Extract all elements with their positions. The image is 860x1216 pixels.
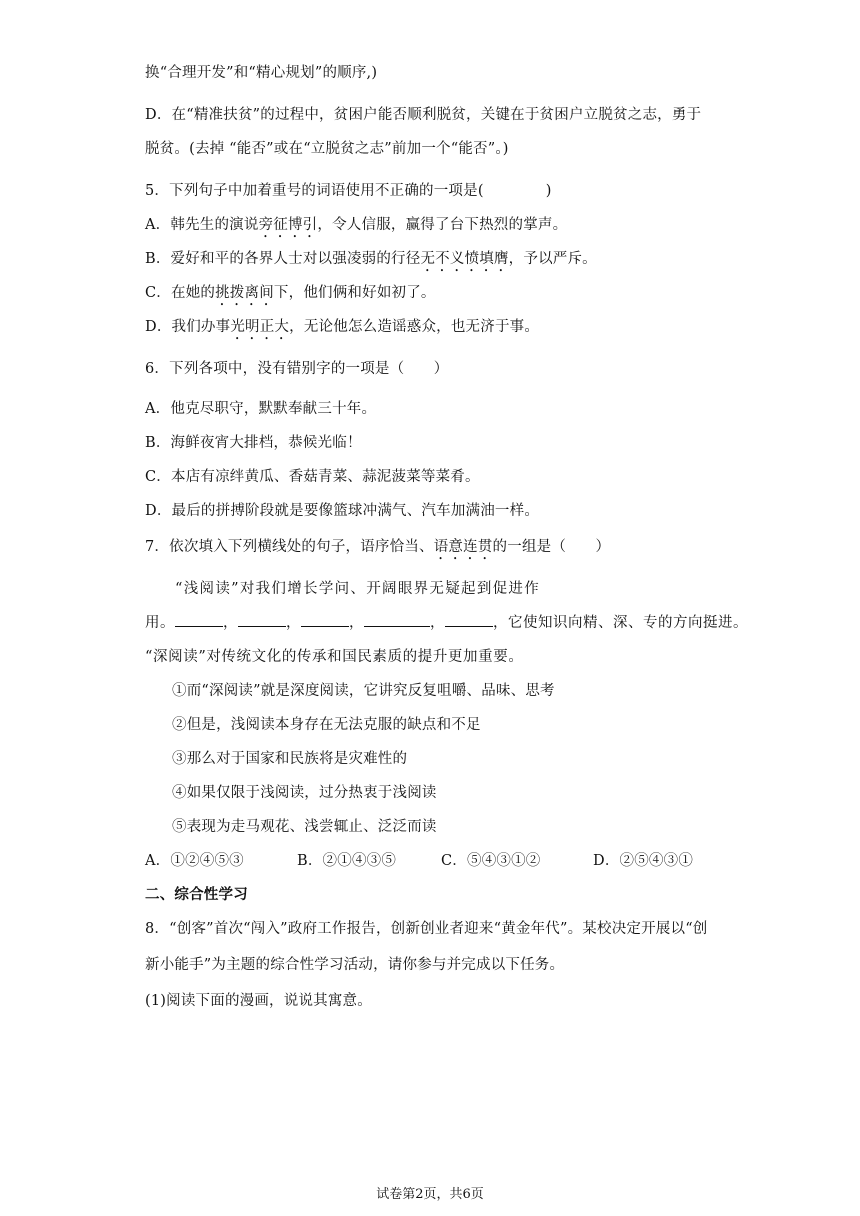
q6-option-c: C．本店有凉绊黄瓜、香菇青菜、蒜泥菠菜等菜肴。 xyxy=(145,469,480,485)
q5-c-pre: C．在她的 xyxy=(145,285,216,301)
q7-choice-a: A．①②④⑤③ xyxy=(145,853,244,869)
q7-stem-pre: 7．依次填入下列横线处的句子，语序恰当、 xyxy=(145,539,434,555)
q7-sep-2: ， xyxy=(286,615,301,631)
q5-c-post: 下，他们俩和好如初了。 xyxy=(273,285,436,301)
q6-option-a: A．他克尽职守，默默奉献三十年。 xyxy=(145,401,377,417)
q5-option-d xyxy=(145,316,539,343)
q7-choice-d: D．②⑤④③① xyxy=(593,853,694,869)
q7-passage-start: 用。 xyxy=(145,615,175,631)
q7-sentence-2: ②但是，浅阅读本身存在无法克服的缺点和不足 xyxy=(172,717,481,733)
q7-sentence-3: ③那么对于国家和民族将是灾难性的 xyxy=(172,751,408,767)
q7-sep-1: ， xyxy=(223,615,238,631)
q5-a-pre: A．韩先生的演说 xyxy=(145,217,259,233)
page-footer: 试卷第2页，共6页 xyxy=(376,1187,484,1202)
q7-passage-line3: “深阅读”对传统文化的传承和国民素质的提升更加重要。 xyxy=(145,649,524,665)
q8-stem-line2: 新小能手”为主题的综合性学习活动，请你参与并完成以下任务。 xyxy=(145,957,565,973)
q5-a-post: ，令人信服，赢得了台下热烈的掌声。 xyxy=(317,217,568,233)
q7-stem-emphasis: 语意连贯 xyxy=(433,539,493,555)
q5-d-pre: D．我们办事 xyxy=(145,319,231,335)
q5-option-c xyxy=(145,282,436,309)
q5-stem-paren: ) xyxy=(545,183,552,199)
q5-stem xyxy=(145,180,552,202)
q7-sep-4: ， xyxy=(430,615,445,631)
q7-stem xyxy=(145,536,610,563)
q8-sub-1: (1)阅读下面的漫画，说说其寓意。 xyxy=(145,993,372,1009)
q4-option-c-tail: 换“合理开发”和“精心规划”的顺序,) xyxy=(145,65,378,81)
q5-option-b xyxy=(145,248,597,275)
q8-stem-line1: 8．“创客”首次“闯入”政府工作报告，创新创业者迎来“黄金年代”。某校决定开展以“创 xyxy=(145,921,708,937)
q7-choice-b: B．②①④③⑤ xyxy=(297,853,397,869)
q7-choice-c: C．⑤④③①② xyxy=(441,853,541,869)
q7-passage-line2 xyxy=(145,612,748,634)
q7-blank-3[interactable] xyxy=(301,612,349,627)
q6-option-b: B．海鲜夜宵大排档，恭候光临！ xyxy=(145,435,362,451)
q6-option-d: D．最后的拼搏阶段就是要像篮球冲满气、汽车加满油一样。 xyxy=(145,503,540,519)
q5-c-emphasis: 挑拨离间 xyxy=(215,285,274,301)
q7-blank-4[interactable] xyxy=(364,612,430,627)
q4-option-d-tail: 脱贫。(去掉 “能否”或在“立脱贫之志”前加一个“能否”。) xyxy=(145,141,509,157)
q7-sep-3: ， xyxy=(349,615,364,631)
q7-passage-end: ，它使知识向精、深、专的方向挺进。 xyxy=(493,615,748,631)
q5-b-post: ，予以严斥。 xyxy=(508,251,597,267)
q7-sentence-5: ⑤表现为走马观花、浅尝辄止、泛泛而读 xyxy=(172,819,437,835)
q7-blank-2[interactable] xyxy=(238,612,286,627)
q7-blank-1[interactable] xyxy=(175,612,223,627)
q5-b-pre: B．爱好和平的各界人士对以强凌弱的行径 xyxy=(145,251,421,267)
q7-passage-line1: “浅阅读”对我们增长学问、开阔眼界无疑起到促进作 xyxy=(175,581,541,597)
section-2-title: 二、综合性学习 xyxy=(145,887,248,903)
q5-option-a xyxy=(145,214,567,241)
q7-stem-post: 的一组是（ ） xyxy=(492,539,611,555)
q5-b-emphasis: 无不义愤填膺 xyxy=(420,251,509,267)
q5-d-post: ，无论他怎么造谣惑众，也无济于事。 xyxy=(289,319,540,335)
q7-blank-5[interactable] xyxy=(445,612,493,627)
q7-sentence-1: ①而“深阅读”就是深度阅读，它讲究反复咀嚼、品味、思考 xyxy=(172,683,555,699)
q5-d-emphasis: 光明正大 xyxy=(230,319,290,335)
q6-stem: 6．下列各项中，没有错别字的一项是（ ） xyxy=(145,361,449,377)
q5-a-emphasis: 旁征博引 xyxy=(258,217,318,233)
q4-option-d: D．在“精准扶贫”的过程中，贫困户能否顺利脱贫，关键在于贫困户立脱贫之志，勇于 xyxy=(145,107,702,123)
q5-stem-text: 5．下列句子中加着重号的词语使用不正确的一项是( xyxy=(145,183,484,199)
q7-sentence-4: ④如果仅限于浅阅读，过分热衷于浅阅读 xyxy=(172,785,437,801)
